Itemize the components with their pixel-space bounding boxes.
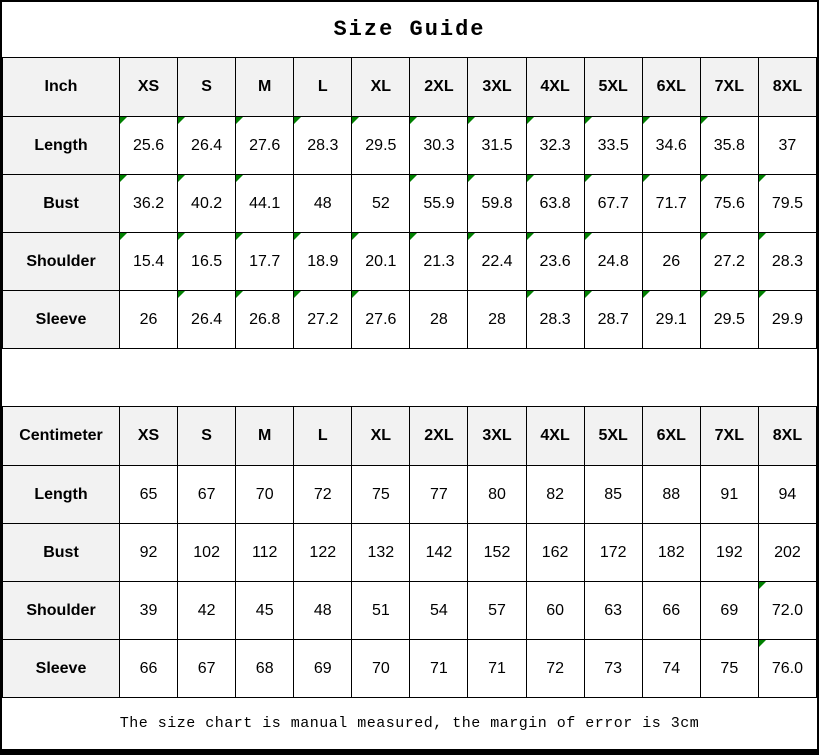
- value-cell: 82: [526, 466, 584, 524]
- size-header-cell: 5XL: [584, 407, 642, 466]
- value-cell: 142: [410, 524, 468, 582]
- error-marker-icon: [236, 291, 243, 298]
- value-cell: 92: [120, 524, 178, 582]
- size-header-cell: M: [236, 407, 294, 466]
- value-cell: 22.4: [468, 233, 526, 291]
- value-cell: 102: [178, 524, 236, 582]
- table-row: [3, 233, 817, 291]
- error-marker-icon: [120, 175, 127, 182]
- error-marker-icon: [352, 233, 359, 240]
- value-cell: 26: [120, 291, 178, 349]
- value-cell: 44.1: [236, 175, 294, 233]
- value-cell: 80: [468, 466, 526, 524]
- value-cell: 32.3: [526, 117, 584, 175]
- row-label-cell: Sleeve: [3, 640, 120, 698]
- row-label-cell: Shoulder: [3, 233, 120, 291]
- size-header-cell: XL: [352, 58, 410, 117]
- value-cell: 29.5: [700, 291, 758, 349]
- value-cell: 75: [352, 466, 410, 524]
- error-marker-icon: [701, 175, 708, 182]
- value-cell: 24.8: [584, 233, 642, 291]
- value-cell: 65: [120, 466, 178, 524]
- value-cell: 55.9: [410, 175, 468, 233]
- error-marker-icon: [352, 291, 359, 298]
- table-row: [3, 582, 817, 640]
- value-cell: 37: [758, 117, 816, 175]
- value-cell: 68: [236, 640, 294, 698]
- value-cell: 26: [642, 233, 700, 291]
- size-header-cell: L: [294, 58, 352, 117]
- unit-header-cell: Centimeter: [3, 407, 120, 466]
- error-marker-icon: [178, 175, 185, 182]
- error-marker-icon: [468, 233, 475, 240]
- size-header-cell: 4XL: [526, 58, 584, 117]
- error-marker-icon: [468, 175, 475, 182]
- error-marker-icon: [759, 233, 766, 240]
- value-cell: 18.9: [294, 233, 352, 291]
- value-cell: 73: [584, 640, 642, 698]
- table-row: [3, 640, 817, 698]
- value-cell: 28.3: [294, 117, 352, 175]
- error-marker-icon: [527, 175, 534, 182]
- value-cell: 26.4: [178, 291, 236, 349]
- value-cell: 16.5: [178, 233, 236, 291]
- value-cell: 71.7: [642, 175, 700, 233]
- value-cell: 39: [120, 582, 178, 640]
- error-marker-icon: [468, 117, 475, 124]
- value-cell: 71: [468, 640, 526, 698]
- value-cell: 63.8: [526, 175, 584, 233]
- value-cell: 48: [294, 175, 352, 233]
- value-cell: 27.6: [236, 117, 294, 175]
- value-cell: 57: [468, 582, 526, 640]
- value-cell: 51: [352, 582, 410, 640]
- value-cell: 28.7: [584, 291, 642, 349]
- value-cell: 21.3: [410, 233, 468, 291]
- value-cell: 172: [584, 524, 642, 582]
- value-cell: 112: [236, 524, 294, 582]
- value-cell: 202: [758, 524, 816, 582]
- size-header-cell: 5XL: [584, 58, 642, 117]
- value-cell: 59.8: [468, 175, 526, 233]
- table-row: [3, 524, 817, 582]
- value-cell: 63: [584, 582, 642, 640]
- value-cell: 25.6: [120, 117, 178, 175]
- row-label-cell: Sleeve: [3, 291, 120, 349]
- value-cell: 54: [410, 582, 468, 640]
- error-marker-icon: [236, 233, 243, 240]
- error-marker-icon: [585, 233, 592, 240]
- value-cell: 26.4: [178, 117, 236, 175]
- size-header-cell: 2XL: [410, 407, 468, 466]
- error-marker-icon: [294, 117, 301, 124]
- error-marker-icon: [527, 117, 534, 124]
- value-cell: 42: [178, 582, 236, 640]
- size-header-cell: XL: [352, 407, 410, 466]
- row-label-cell: Length: [3, 117, 120, 175]
- table-gap: [2, 349, 817, 406]
- error-marker-icon: [352, 117, 359, 124]
- value-cell: 72: [294, 466, 352, 524]
- value-cell: 152: [468, 524, 526, 582]
- value-cell: 182: [642, 524, 700, 582]
- error-marker-icon: [701, 117, 708, 124]
- value-cell: 76.0: [758, 640, 816, 698]
- value-cell: 132: [352, 524, 410, 582]
- value-cell: 29.1: [642, 291, 700, 349]
- error-marker-icon: [759, 640, 766, 647]
- error-marker-icon: [410, 233, 417, 240]
- size-header-cell: S: [178, 58, 236, 117]
- size-header-cell: 6XL: [642, 58, 700, 117]
- value-cell: 75: [700, 640, 758, 698]
- error-marker-icon: [410, 117, 417, 124]
- size-header-cell: 2XL: [410, 58, 468, 117]
- error-marker-icon: [643, 291, 650, 298]
- value-cell: 94: [758, 466, 816, 524]
- value-cell: 28.3: [526, 291, 584, 349]
- size-header-cell: M: [236, 58, 294, 117]
- row-label-cell: Shoulder: [3, 582, 120, 640]
- row-label-cell: Bust: [3, 524, 120, 582]
- value-cell: 77: [410, 466, 468, 524]
- value-cell: 17.7: [236, 233, 294, 291]
- table-row: [3, 175, 817, 233]
- value-cell: 20.1: [352, 233, 410, 291]
- value-cell: 26.8: [236, 291, 294, 349]
- size-header-cell: 3XL: [468, 407, 526, 466]
- error-marker-icon: [759, 291, 766, 298]
- value-cell: 28: [468, 291, 526, 349]
- value-cell: 29.5: [352, 117, 410, 175]
- error-marker-icon: [178, 233, 185, 240]
- value-cell: 27.6: [352, 291, 410, 349]
- size-header-cell: 8XL: [758, 58, 816, 117]
- size-header-cell: XS: [120, 407, 178, 466]
- error-marker-icon: [120, 117, 127, 124]
- footer-note: The size chart is manual measured, the margin of error is 3cm: [119, 715, 700, 732]
- value-cell: 33.5: [584, 117, 642, 175]
- error-marker-icon: [643, 117, 650, 124]
- value-cell: 35.8: [700, 117, 758, 175]
- value-cell: 85: [584, 466, 642, 524]
- size-header-cell: 4XL: [526, 407, 584, 466]
- error-marker-icon: [585, 117, 592, 124]
- value-cell: 27.2: [294, 291, 352, 349]
- error-marker-icon: [178, 117, 185, 124]
- size-header-cell: 6XL: [642, 407, 700, 466]
- value-cell: 88: [642, 466, 700, 524]
- size-header-cell: XS: [120, 58, 178, 117]
- unit-header-cell: Inch: [3, 58, 120, 117]
- header-row: [3, 58, 817, 117]
- value-cell: 122: [294, 524, 352, 582]
- table-row: [3, 466, 817, 524]
- error-marker-icon: [527, 233, 534, 240]
- value-cell: 69: [700, 582, 758, 640]
- value-cell: 15.4: [120, 233, 178, 291]
- value-cell: 67.7: [584, 175, 642, 233]
- error-marker-icon: [701, 291, 708, 298]
- value-cell: 67: [178, 466, 236, 524]
- error-marker-icon: [701, 233, 708, 240]
- value-cell: 28: [410, 291, 468, 349]
- value-cell: 66: [642, 582, 700, 640]
- value-cell: 28.3: [758, 233, 816, 291]
- size-header-cell: 7XL: [700, 407, 758, 466]
- error-marker-icon: [120, 233, 127, 240]
- header-row: [3, 407, 817, 466]
- value-cell: 66: [120, 640, 178, 698]
- value-cell: 75.6: [700, 175, 758, 233]
- value-cell: 72.0: [758, 582, 816, 640]
- value-cell: 91: [700, 466, 758, 524]
- value-cell: 34.6: [642, 117, 700, 175]
- error-marker-icon: [236, 117, 243, 124]
- value-cell: 79.5: [758, 175, 816, 233]
- value-cell: 72: [526, 640, 584, 698]
- error-marker-icon: [236, 175, 243, 182]
- page-title: Size Guide: [333, 17, 486, 42]
- size-header-cell: S: [178, 407, 236, 466]
- value-cell: 23.6: [526, 233, 584, 291]
- value-cell: 70: [352, 640, 410, 698]
- value-cell: 27.2: [700, 233, 758, 291]
- size-header-cell: 7XL: [700, 58, 758, 117]
- error-marker-icon: [585, 291, 592, 298]
- value-cell: 74: [642, 640, 700, 698]
- value-cell: 31.5: [468, 117, 526, 175]
- value-cell: 71: [410, 640, 468, 698]
- table-row: [3, 117, 817, 175]
- error-marker-icon: [643, 175, 650, 182]
- size-header-cell: L: [294, 407, 352, 466]
- value-cell: 29.9: [758, 291, 816, 349]
- value-cell: 69: [294, 640, 352, 698]
- error-marker-icon: [759, 175, 766, 182]
- row-label-cell: Bust: [3, 175, 120, 233]
- row-label-cell: Length: [3, 466, 120, 524]
- error-marker-icon: [294, 291, 301, 298]
- value-cell: 162: [526, 524, 584, 582]
- value-cell: 192: [700, 524, 758, 582]
- error-marker-icon: [410, 175, 417, 182]
- value-cell: 60: [526, 582, 584, 640]
- error-marker-icon: [294, 233, 301, 240]
- value-cell: 36.2: [120, 175, 178, 233]
- table-row: [3, 291, 817, 349]
- value-cell: 45: [236, 582, 294, 640]
- value-cell: 67: [178, 640, 236, 698]
- value-cell: 30.3: [410, 117, 468, 175]
- size-header-cell: 8XL: [758, 407, 816, 466]
- value-cell: 52: [352, 175, 410, 233]
- error-marker-icon: [585, 175, 592, 182]
- value-cell: 48: [294, 582, 352, 640]
- error-marker-icon: [759, 582, 766, 589]
- value-cell: 40.2: [178, 175, 236, 233]
- size-table-centimeter: [2, 406, 817, 698]
- error-marker-icon: [178, 291, 185, 298]
- value-cell: 70: [236, 466, 294, 524]
- error-marker-icon: [527, 291, 534, 298]
- size-header-cell: 3XL: [468, 58, 526, 117]
- size-table-inch: [2, 57, 817, 349]
